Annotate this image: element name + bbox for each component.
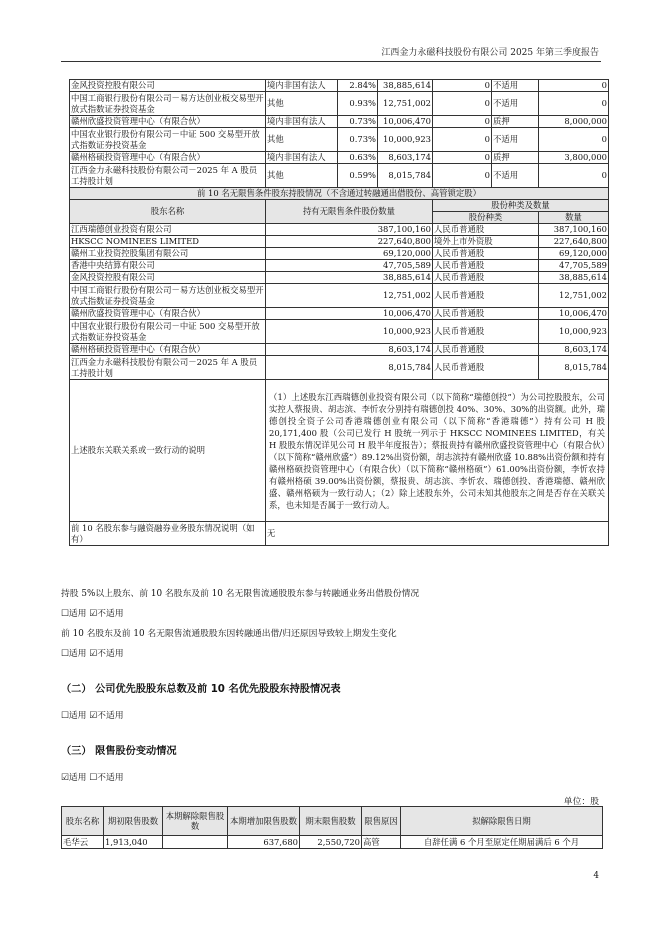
unrestricted-row: 赣州欣盛投资管理中心（有限合伙） 10,006,470 人民币普通股 10,006,470 [71,308,607,319]
holder-row: 中国工商银行股份有限公司－易方达创业板交易型开放式指数证券投资基金 其他 0.93% 12,751,002 0 不适用 0 [71,93,607,114]
holder-row: 赣州欣盛投资管理中心（有限合伙） 境内非国有法人 0.73% 10,006,470 0 质押 8,000,000 [71,116,607,127]
lending-checkbox[interactable]: ☐适用 ☑不适用 [61,609,124,619]
unrestricted-row: 中国工商银行股份有限公司－易方达创业板交易型开放式指数证券投资基金 12,751,002 人民币普通股 12,751,002 [71,285,607,306]
col-type-group-header: 股份种类及数量 [433,200,609,212]
change-question: 前 10 名股东及前 10 名无限售流通股股东因转融通出借/归还原因导致较上期发生变化 [61,629,397,639]
col-qty-header: 持有无限售条件股份数量 [266,200,433,224]
restricted-shares-table [61,806,603,849]
relation-label: 上述股东关联关系或一致行动的说明 [70,380,266,522]
unrestricted-row: 赣州格硕投资管理中心（有限合伙） 8,603,174 人民币普通股 8,603,174 [71,344,607,355]
column-header-row [70,200,609,212]
holder-row: 中国农业银行股份有限公司－中证 500 交易型开放式指数证券投资基金 其他 0.73% 10,000,923 0 不适用 0 [71,129,607,150]
preferred-checkbox[interactable]: ☐适用 ☑不适用 [61,711,124,721]
restricted-row: 毛华云 1,913,040 637,680 2,550,720 高管 自辞任满 6 个月至原定任期届满后 6 个月 [62,836,603,849]
shareholders-table [69,79,609,546]
unrestricted-row: 中国农业银行股份有限公司－中证 500 交易型开放式指数证券投资基金 10,000,923 人民币普通股 10,000,923 [71,321,607,342]
col-name-header: 股东名称 [70,200,266,224]
unrestricted-row: 金风投资控股有限公司 38,885,614 人民币普通股 38,885,614 [71,272,607,283]
margin-row [70,522,609,546]
holder-row: 金风投资控股有限公司 境内非国有法人 2.84% 38,885,614 0 不适用 0 [71,80,607,91]
restricted-shares-title: （三） 限售股份变动情况 [61,746,177,757]
header-divider [61,61,601,62]
page-number: 4 [593,871,599,881]
preferred-shares-title: （二） 公司优先股股东总数及前 10 名优先股股东持股情况表 [61,684,341,695]
section-title-row [70,188,609,200]
holder-row: 江西金力永磁科技股份有限公司－2025 年 A 股员工持股计划 其他 0.59% 8,015,784 0 不适用 0 [71,165,607,186]
lending-question: 持股 5%以上股东、前 10 名股东及前 10 名无限售流通股股东参与转融通业务出借股份情况 [61,589,420,599]
unrestricted-row: 江西金力永磁科技股份有限公司－2025 年 A 股员工持股计划 8,015,784 人民币普通股 8,015,784 [71,357,607,378]
relation-row [70,380,609,522]
change-checkbox[interactable]: ☐适用 ☑不适用 [61,649,124,659]
holder-row: 赣州格硕投资管理中心（有限合伙） 境内非国有法人 0.63% 8,603,174 0 质押 3,800,000 [71,152,607,163]
relation-text: （1）上述股东江西瑞德创业投资有限公司（以下简称“瑞德创投”）为公司控股股东，公司实控人蔡报贵、胡志滨、李忻农分别持有瑞德创投 40%、30%、30%的出资额。此外，瑞德创投全资子公司香港瑞德创业有限公司（以下简称“香港瑞德”）持有公司 H 股 20,171,400 股（公司已发行 H 股统一列示于 HKSCC NOMINEES LIMITED，有关 H 股股东情况详见公司 H 股半年度报告）；蔡报贵持有赣州欣盛投资管理中心（有限合伙）（以下简称“赣州欣盛”）89.12%出资份额，胡志滨持有赣州欣盛 10.88%出资份额和持有赣州格硕投资管理中心（有限合伙）（以下简称“赣州格硕”）61.00%出资份额，李忻农持有赣州格硕 39.00%出资份额，蔡报贵、胡志滨、李忻农、瑞德创投、香港瑞德、赣州欣盛、赣州格硕为一致行动人；（2）除上述股东外，公司未知其他股东之间是否存在关联关系，也未知是否属于一致行动人。 [266,380,609,522]
unrestricted-section-title: 前 10 名无限售条件股东持股情况（不含通过转融通出借股份、高管锁定股） [70,188,609,200]
restricted-checkbox[interactable]: ☑适用 ☐不适用 [61,773,124,783]
unit-label: 单位：股 [563,797,599,807]
unrestricted-row: 香港中央结算有限公司 47,705,589 人民币普通股 47,705,589 [71,260,607,271]
unrestricted-row: 江西瑞德创业投资有限公司 387,100,160 人民币普通股 387,100,160 [71,224,607,235]
col-count-header: 数量 [539,212,609,224]
report-header: 江西金力永磁科技股份有限公司 2025 年第三季度报告 [381,48,599,58]
unrestricted-row: 赣州工业投资控股集团有限公司 69,120,000 人民币普通股 69,120,000 [71,248,607,259]
col-type-header: 股份种类 [433,212,539,224]
margin-text: 无 [266,522,609,546]
unrestricted-row: HKSCC NOMINEES LIMITED 227,640,800 境外上市外资股 227,640,800 [71,236,607,247]
restricted-header-row: 股东名称 期初限售股数 本期解除限售股数 本期增加限售股数 期末限售股数 限售原因 拟解除限售日期 [62,807,603,836]
margin-label: 前 10 名股东参与融资融券业务股东情况说明（如有） [70,522,266,546]
